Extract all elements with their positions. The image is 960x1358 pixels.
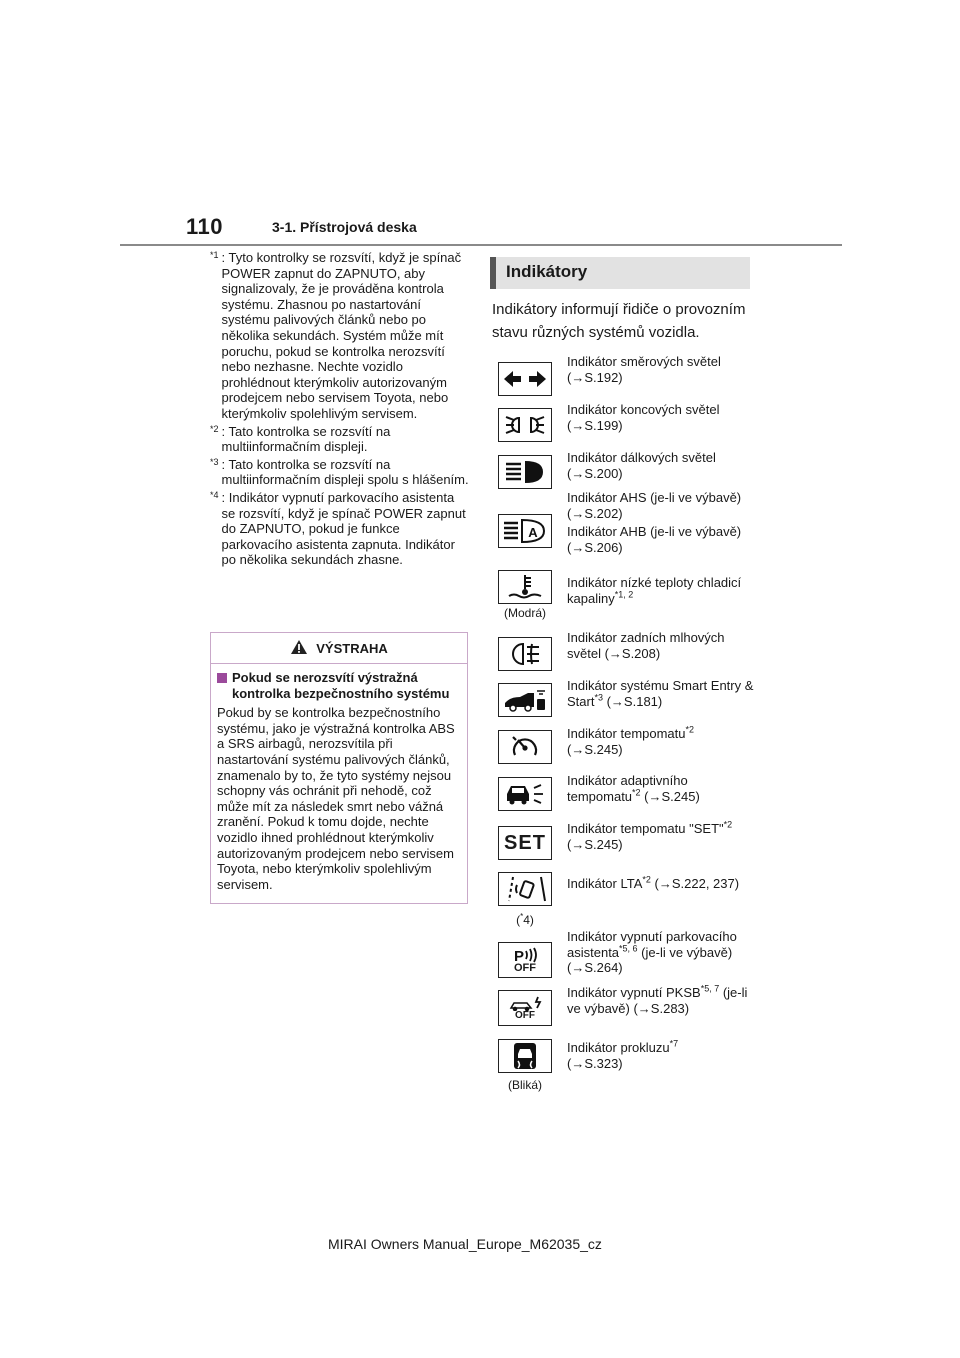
header-rule [120,244,842,246]
adaptive-cruise-icon [498,777,552,811]
indicator-caption: (*4) [516,912,534,927]
cruise-control-icon [498,730,552,764]
slip-indicator-icon [498,1039,552,1073]
rear-fog-icon [498,637,552,671]
warning-body [211,664,467,892]
indicator-text: Indikátor AHS (je-li ve výbavě) (→S.202) [567,490,742,521]
footnote-text: : Indikátor vypnutí parkovacího asistenta se rozsvítí, když je spínač POWER zapnut do ZAPNUTO, pokud je funkce parkovacího asistenta zapnuta. Indikátor po několika sekundách zhasne. [221,489,466,568]
footnotes [210,250,470,570]
footer: MIRAI Owners Manual_Europe_M62035_cz [328,1236,602,1252]
warning-subtitle [217,670,461,701]
indicator-caption: (Bliká) [507,1078,542,1092]
smart-entry-icon [498,683,552,717]
set-label: SET [504,831,546,854]
indicator-caption: (Modrá) [503,606,546,620]
cruise-set-icon [498,826,552,860]
indicator-text: Indikátor LTA$^{*2}$ (→S.222, 237) [567,874,740,891]
indicator-text: Indikátor dálkových světel (→S.200) [567,450,716,481]
indicator-text: Indikátor systému Smart Entry & Start$^{*3}$ (→S.181) [567,678,754,709]
warning-title: VÝSTRAHA [316,640,388,656]
footnote-mark: *1 [210,250,219,260]
tail-light-icon [498,408,552,442]
page-number: 110 [186,214,223,239]
indicator-text: Indikátor prokluzu$^{*7}$ (→S.323) [567,1038,679,1071]
pksb-off-icon [498,990,552,1026]
footnote-mark: *3 [210,456,219,467]
off-label: OFF [514,961,536,974]
warning-header [211,633,467,664]
indicator-text: Indikátor koncových světel (→S.199) [567,402,720,433]
auto-high-beam-icon [498,514,552,548]
indicator-text: Indikátor tempomatu$^{*2}$ (→S.245) [567,724,695,757]
indicators-heading: Indikátory [490,257,750,289]
square-bullet-icon [217,673,227,683]
indicator-text: Indikátor zadních mlhových světel (→S.208) [567,630,725,661]
footnote-3 [210,457,470,488]
warning-triangle-icon [290,639,308,658]
indicator-text: Indikátor směrových světel (→S.192) [567,354,721,385]
indicator-text-2: Indikátor AHB (je-li ve výbavě) (→S.206) [567,524,742,555]
indicators-intro: Indikátory informují řidiče o provozním stavu různých systémů vozidla. [492,301,746,341]
indicator-text: Indikátor vypnutí PKSB$^{*5, 7}$ (je-li ve výbavě) (→S.283) [567,983,748,1016]
indicator-text: Indikátor vypnutí parkovacího asistenta$^{*5, 6}$ (je-li ve výbavě) (→S.264) [567,929,737,976]
footnote-text: : Tyto kontrolky se rozsvítí, když je spínač POWER zapnut do ZAPNUTO, aby signalizovaly, že je prováděna kontrola systému. Zhasnou po nastartování systému palivových článků nebo po několika sekundách. Systém může mít poruchu, pokud se kontrolka nerozsvítí nebo nezhasne. Nechte vozidlo prohlédnout kterýmkoliv autorizovaným prodejcem nebo servisem Toyota, nebo kterýmkoliv spolehlivým servisem. [221,250,462,421]
footnote-text: : Tato kontrolka se rozsvítí na multiinformačním displeji spolu s hlášením. [221,456,469,488]
off-label: OFF [515,1010,535,1021]
indicator-text: Indikátor nízké teploty chladicí kapaliny$^{*1, 2}$ [567,575,742,606]
parking-assist-off-icon [498,942,552,978]
footnote-mark: *2 [210,423,219,434]
warning-subtitle-text: Pokud se nerozsvítí výstražná kontrolka bezpečnostního systému [232,670,450,701]
indicator-text: Indikátor tempomatu "SET"$^{*2}$ (→S.245) [567,819,733,852]
footnote-2 [210,424,470,455]
section-title: 3-1. Přístrojová deska [272,219,417,235]
warning-text: Pokud by se kontrolka bezpečnostního systému, jako je výstražná kontrolka ABS a SRS airbagů, nerozsvítila při nastartování systému palivových článků, znamenalo by to, že tyto systémy nejsou schopny vás ochránit při nehodě, což může mít za následek smrt nebo vážná zranění. Pokud k tomu dojde, nechte vozidlo ihned prohlédnout kterýmkoliv autorizovaným prodejcem nebo servisem Toyota, nebo kterýmkoliv spolehlivým servisem. [217,705,455,892]
lane-trace-icon [498,872,552,906]
footnote-mark: *4 [210,489,219,500]
svg-text:P: P [514,947,525,963]
footnote-text: : Tato kontrolka se rozsvítí na multiinformačním displeji. [221,423,391,455]
svg-text:A: A [528,525,538,540]
coolant-temp-icon [498,570,552,604]
indicator-text: Indikátor adaptivního tempomatu$^{*2}$ (→S.245) [567,773,700,804]
warning-box [210,632,468,904]
turn-signal-icon [498,362,552,396]
footnote-1 [210,250,470,422]
high-beam-icon [498,455,552,489]
footnote-4 [210,490,470,568]
